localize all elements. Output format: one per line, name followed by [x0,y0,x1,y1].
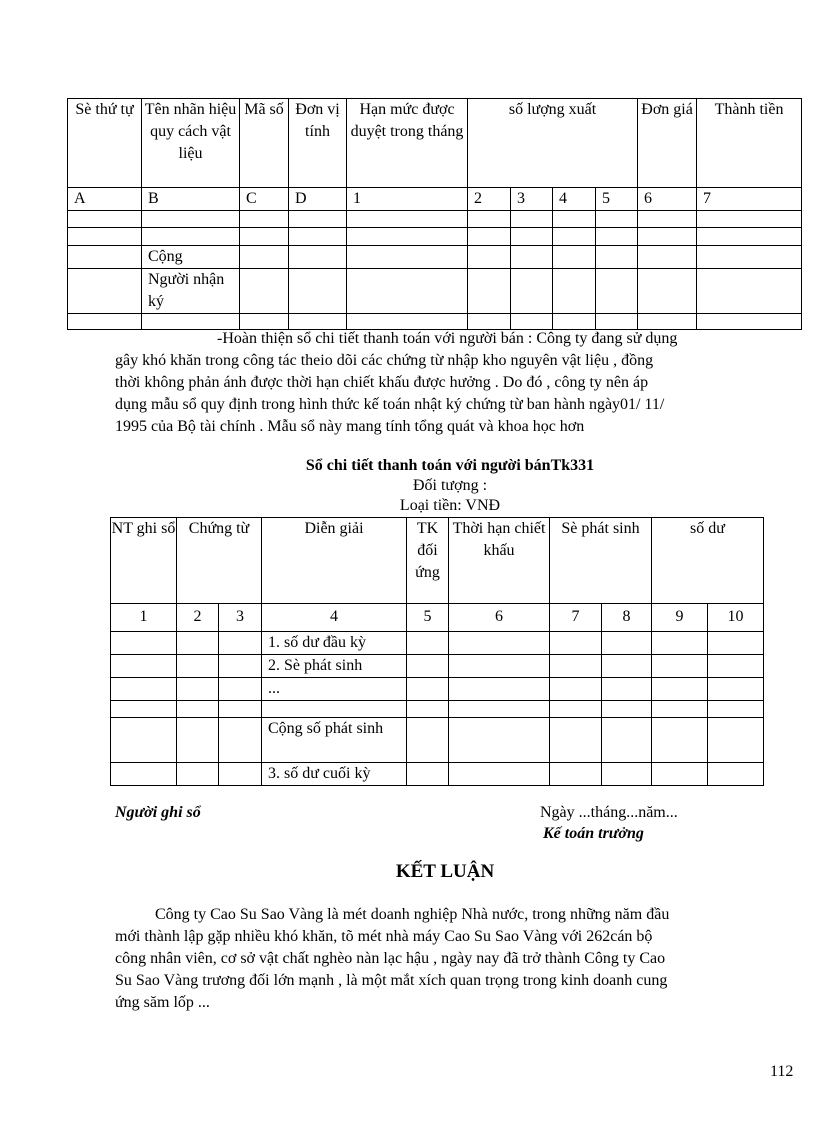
code-cell: 5 [596,188,638,211]
ledger-row-label: ... [262,678,407,701]
table-row [68,211,802,228]
ledger-row-label: 3. số dư cuối kỳ [262,763,407,786]
doi-tuong-label: Đối tượng : [412,477,488,494]
code-cell: B [142,188,240,211]
material-issue-table [67,98,802,330]
code-cell: 2 [468,188,511,211]
header-so-luong-xuat: số lượng xuất [468,99,638,188]
column-number: 5 [407,604,449,632]
header-tk-doi-ung: TK đối ứng [407,518,449,604]
paragraph-line: -Hoàn thiện sổ chi tiết thanh toán với người bán : Công ty đang sử dụng [217,330,678,347]
code-cell: C [240,188,289,211]
table-row [111,701,764,718]
code-cell: 1 [347,188,468,211]
code-cell: D [289,188,347,211]
header-chung-tu: Chứng từ [177,518,262,604]
ledger-row-label: 1. số dư đầu kỳ [262,632,407,655]
conclusion-line: mới thành lập gặp nhiều khó khăn, tõ mét nhà máy Cao Su Sao Vàng với 262cán bộ [115,928,653,945]
column-number: 10 [708,604,764,632]
header-ten-vat-lieu: Tên nhãn hiệu quy cách vật liệu [142,99,240,188]
header-han-muc: Hạn mức được duyệt trong tháng [347,99,468,188]
paragraph-line: 1995 của Bộ tài chính . Mẫu sổ này mang tính tổng quát và khoa học hơn [115,418,585,435]
code-cell: 3 [511,188,553,211]
column-number: 7 [550,604,602,632]
table-row [68,228,802,246]
cong-label: Cộng [142,246,240,269]
page-number: 112 [770,1063,794,1080]
header-dien-giai: Diễn giải [262,518,407,604]
ledger-title: Sổ chi tiết thanh toán với người bánTk331 [305,457,595,474]
paragraph-line: gây khó khăn trong công tác theio dõi các chứng từ nhập kho nguyên vật liệu , đồng [115,352,654,369]
loai-tien-label: Loại tiền: VNĐ [399,497,501,514]
header-ma-so: Mã số [240,99,289,188]
nguoi-ghi-so: Người ghi sổ [115,804,201,821]
paragraph-line: dụng mẫu sổ quy định trong hình thức kế toán nhật ký chứng từ ban hành ngày01/ 11/ [115,396,665,413]
ledger-row-label: 2. Sè phát sinh [262,655,407,678]
column-number: 9 [652,604,708,632]
ledger-row-label: Cộng số phát sinh [262,718,407,763]
header-nt-ghi-so: NT ghi sổ [111,518,177,604]
conclusion-line: ứng săm lốp ... [115,994,210,1011]
column-number: 8 [602,604,652,632]
code-cell: 4 [553,188,596,211]
header-stt: Sè thứ tự [68,99,142,188]
column-number: 2 [177,604,219,632]
column-number: 1 [111,604,177,632]
conclusion-line: Su Sao Vàng trương đối lớn mạnh , là một mắt xích quan trọng trong kinh doanh cung [115,972,668,989]
code-cell: A [68,188,142,211]
header-so-du: số dư [652,518,764,604]
code-cell: 6 [638,188,697,211]
paragraph-line: thời không phản ánh được thời hạn chiết khấu được hưởng . Do đó , công ty nên áp [115,374,649,391]
date-line: Ngày ...tháng...năm... [540,804,678,821]
conclusion-heading: KẾT LUẬN [395,861,495,882]
header-thanh-tien: Thành tiền [697,99,802,188]
header-don-vi-tinh: Đơn vị tính [289,99,347,188]
code-cell: 7 [697,188,802,211]
column-number: 3 [219,604,262,632]
ke-toan-truong: Kế toán trưởng [543,825,644,842]
nguoi-nhan-ky-label: Người nhận ký [142,269,240,314]
ledger-table [110,517,764,786]
column-number: 4 [262,604,407,632]
header-don-gia: Đơn giá [638,99,697,188]
header-se-phat-sinh: Sè phát sinh [550,518,652,604]
column-number: 6 [449,604,550,632]
conclusion-line: công nhân viên, cơ sở vật chất nghèo nàn lạc hậu , ngày nay đã trở thành Công ty Cao [115,950,666,967]
conclusion-line: Công ty Cao Su Sao Vàng là mét doanh nghiệp Nhà nước, trong những năm đầu [155,906,670,923]
header-thoi-han-chiet-khau: Thời hạn chiết khấu [449,518,550,604]
